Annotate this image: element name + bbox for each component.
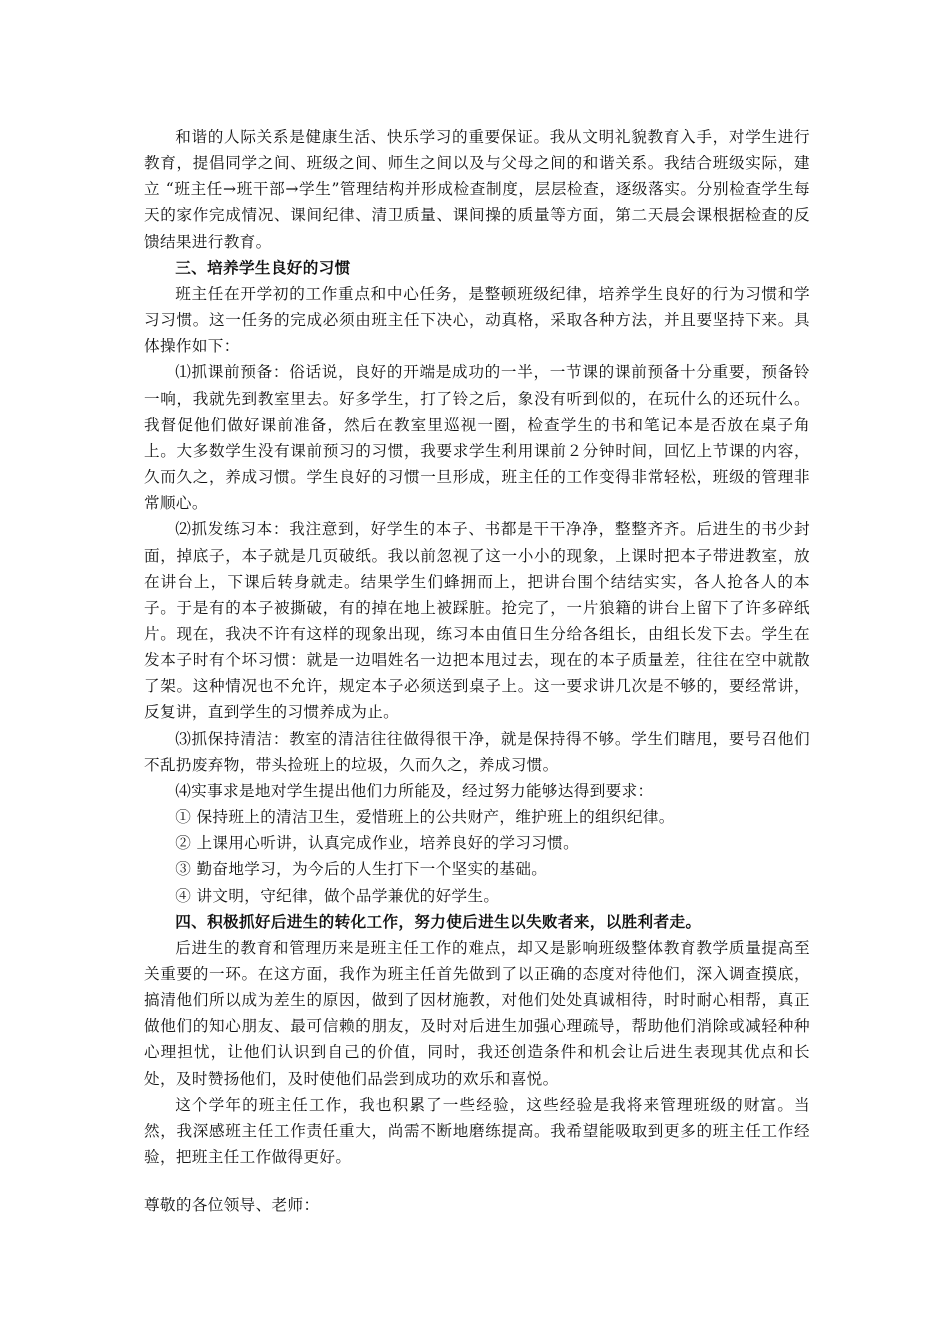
requirement-item-3: ③ 勤奋地学习，为今后的人生打下一个坚实的基础。	[175, 860, 548, 879]
paragraph-harmony: 和谐的人际关系是健康生活、快乐学习的重要保证。我从文明礼貌教育入手，对学生进行教育，提倡同学之间、班级之间、师生之间以及与父母之间的和谐关系。我结合班级实际，建立 “班主任→班干部→学生”管理结构并形成检查制度，层层检查，逐级落实。分别检查学生每天的家作完成情况、课间纪律、清卫质量、课间操的质量等方面，第二天晨会课根据检查的反馈结果进行教育。	[144, 128, 810, 251]
document-body	[144, 124, 810, 1170]
paragraph-underachievers: 后进生的教育和管理历来是班主任工作的难点，却又是影响班级整体教育教学质量提高至关重要的一环。在这方面，我作为班主任首先做到了以正确的态度对待他们，深入调查摸底，搞清他们所以成为差生的原因，做到了因材施教，对他们处处真诚相待，时时耐心相帮，真正做他们的知心朋友、最可信赖的朋友，及时对后进生加强心理疏导，帮助他们消除或减轻种种心理担忧，让他们认识到自己的价值，同时，我还创造条件和机会让后进生表现其优点和长处，及时赞扬他们，及时使他们品尝到成功的欢乐和喜悦。	[144, 938, 810, 1088]
paragraph-conclusion: 这个学年的班主任工作，我也积累了一些经验，这些经验是我将来管理班级的财富。当然，我深感班主任工作责任重大，尚需不断地磨练提高。我希望能吸取到更多的班主任工作经验，把班主任工作做得更好。	[144, 1095, 810, 1167]
section-heading-underachievers: 四、积极抓好后进生的转化工作，努力使后进生以失败者来，以胜利者走。	[175, 911, 702, 931]
paragraph-habits-intro: 班主任在开学初的工作重点和中心任务，是整顿班级纪律，培养学生良好的行为习惯和学习习惯。这一任务的完成必须由班主任下决心，动真格，采取各种方法，并且要坚持下来。具体操作如下：	[144, 284, 810, 356]
section-heading-habits: 三、培养学生良好的习惯	[175, 257, 351, 277]
requirement-item-2: ② 上课用心听讲，认真完成作业，培养良好的学习习惯。	[175, 834, 580, 853]
requirement-item-4: ④ 讲文明，守纪律，做个品学兼优的好学生。	[175, 886, 500, 905]
paragraph-item-preparation: ⑴抓课前预备：俗话说，良好的开端是成功的一半，一节课的课前预备十分重要，预备铃一响，我就先到教室里去。好多学生，打了铃之后，象没有听到似的，在玩什么的还玩什么。我督促他们做好课前准备，然后在教室里巡视一圈，检查学生的书和笔记本是否放在桌子角上。大多数学生没有课前预习的习惯，我要求学生利用课前２分钟时间，回忆上节课的内容，久而久之，养成习惯。学生良好的习惯一旦形成，班主任的工作变得非常轻松，班级的管理非常顺心。	[144, 363, 810, 513]
paragraph-item-cleanliness: ⑶抓保持清洁：教室的清洁往往做得很干净，就是保持得不够。学生们瞎甩，要号召他们不乱扔废弃物，带头捡班上的垃圾，久而久之，养成习惯。	[144, 729, 810, 774]
requirement-item-1: ① 保持班上的清洁卫生，爱惜班上的公共财产，维护班上的组织纪律。	[175, 808, 675, 827]
greeting-line: 尊敬的各位领导、老师：	[144, 1196, 320, 1214]
paragraph-item-requirements: ⑷实事求是地对学生提出他们力所能及，经过努力能够达得到要求：	[175, 781, 654, 800]
paragraph-item-exercise-books: ⑵抓发练习本：我注意到，好学生的本子、书都是干干净净，整整齐齐。后进生的书少封面，掉底子，本子就是几页破纸。我以前忽视了这一小小的现象，上课时把本子带进教室，放在讲台上，下课后转身就走。结果学生们蜂拥而上，把讲台围个结结实实，各人抢各人的本子。于是有的本子被撕破，有的掉在地上被踩脏。抢完了，一片狼籍的讲台上留下了许多碎纸片。现在，我决不许有这样的现象出现，练习本由值日生分给各组长，由组长发下去。学生在发本子时有个坏习惯：就是一边唱姓名一边把本甩过去，现在的本子质量差，往往在空中就散了架。这种情况也不允许，规定本子必须送到桌子上。这一要求讲几次是不够的，要经常讲，反复讲，直到学生的习惯养成为止。	[144, 520, 810, 722]
